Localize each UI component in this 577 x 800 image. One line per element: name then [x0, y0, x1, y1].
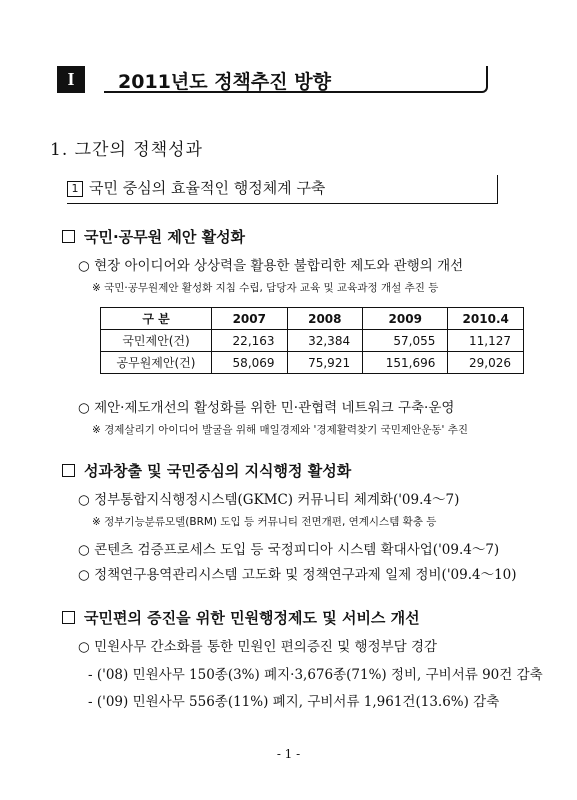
- subsection-number-box: 1: [67, 181, 83, 197]
- block3-heading: [62, 607, 420, 628]
- table-cell: 151,696: [363, 352, 448, 374]
- proposal-stats-table: [100, 307, 524, 374]
- block2-heading-text: 성과창출 및 국민중심의 지식행정 활성화: [84, 462, 352, 480]
- block1-bullet-1: ○ 현장 아이디어와 상상력을 활용한 불합리한 제도와 관행의 개선: [78, 258, 464, 274]
- table-cell: 국민제안(건): [101, 330, 212, 352]
- block3-heading-text: 국민편의 증진을 위한 민원행정제도 및 서비스 개선: [84, 609, 420, 627]
- block1-heading-text: 국민·공무원 제안 활성화: [84, 228, 246, 246]
- block3-dash-1: - ('08) 민원사무 150종(3%) 폐지·3,676종(71%) 정비, 구비서류 90건 감축: [88, 667, 543, 683]
- block2-bullet-1: ○ 정부통합지식행정시스템(GKMC) 커뮤니티 체계화('09.4～7): [78, 492, 460, 508]
- table-header-cell: 구 분: [101, 308, 212, 330]
- block1-heading: [62, 226, 245, 247]
- table-cell: 11,127: [448, 330, 524, 352]
- table-header-cell: 2008: [287, 308, 363, 330]
- page-number: - 1 -: [276, 747, 301, 761]
- block2-bullet-2: ○ 콘텐츠 검증프로세스 도입 등 국정피디아 시스템 확대사업('09.4～7): [78, 542, 500, 558]
- block3-dash-2: - ('09) 민원사무 556종(11%) 폐지, 구비서류 1,961건(13.6%) 감축: [88, 694, 500, 710]
- table-cell: 공무원제안(건): [101, 352, 212, 374]
- chapter-title: 2011년도 정책추진 방향: [118, 71, 331, 93]
- square-bullet-icon: [62, 464, 75, 477]
- table-header-cell: 2010.4: [448, 308, 524, 330]
- table-header-cell: 2007: [212, 308, 288, 330]
- table-cell: 22,163: [212, 330, 288, 352]
- chapter-number-box: I: [57, 66, 85, 93]
- table-cell: 75,921: [287, 352, 363, 374]
- block1-bullet-2: ○ 제안·제도개선의 활성화를 위한 민·관협력 네트워크 구축·운영: [78, 400, 455, 416]
- table-header-cell: 2009: [363, 308, 448, 330]
- table-cell: 32,384: [287, 330, 363, 352]
- square-bullet-icon: [62, 230, 75, 243]
- block3-bullet-1: ○ 민원사무 간소화를 통한 민원인 편의증진 및 행정부담 경감: [78, 639, 438, 655]
- table-row: [101, 352, 524, 374]
- block1-note-1: ※ 국민·공무원제안 활성화 지침 수립, 담당자 교육 및 교육과정 개설 추진 등: [92, 282, 439, 294]
- block2-heading: [62, 460, 351, 481]
- block2-note-1: ※ 정부기능분류모델(BRM) 도입 등 커뮤니티 전면개편, 연계시스템 확충 등: [92, 516, 437, 528]
- block2-bullet-3: ○ 정책연구용역관리시스템 고도화 및 정책연구과제 일제 정비('09.4～10): [78, 567, 517, 583]
- table-header-row: [101, 308, 524, 330]
- subsection-title-frame: [67, 175, 498, 204]
- block1-note-2: ※ 경제살리기 아이디어 발굴을 위해 매일경제와 '경제활력찾기 국민제안운동' 추진: [92, 424, 468, 436]
- section-title: 1. 그간의 정책성과: [50, 140, 203, 160]
- table-cell: 29,026: [448, 352, 524, 374]
- table-cell: 58,069: [212, 352, 288, 374]
- table-row: [101, 330, 524, 352]
- chapter-title-frame: [104, 66, 488, 93]
- square-bullet-icon: [62, 611, 75, 624]
- subsection-title: 국민 중심의 효율적인 행정체계 구축: [89, 179, 326, 197]
- table-cell: 57,055: [363, 330, 448, 352]
